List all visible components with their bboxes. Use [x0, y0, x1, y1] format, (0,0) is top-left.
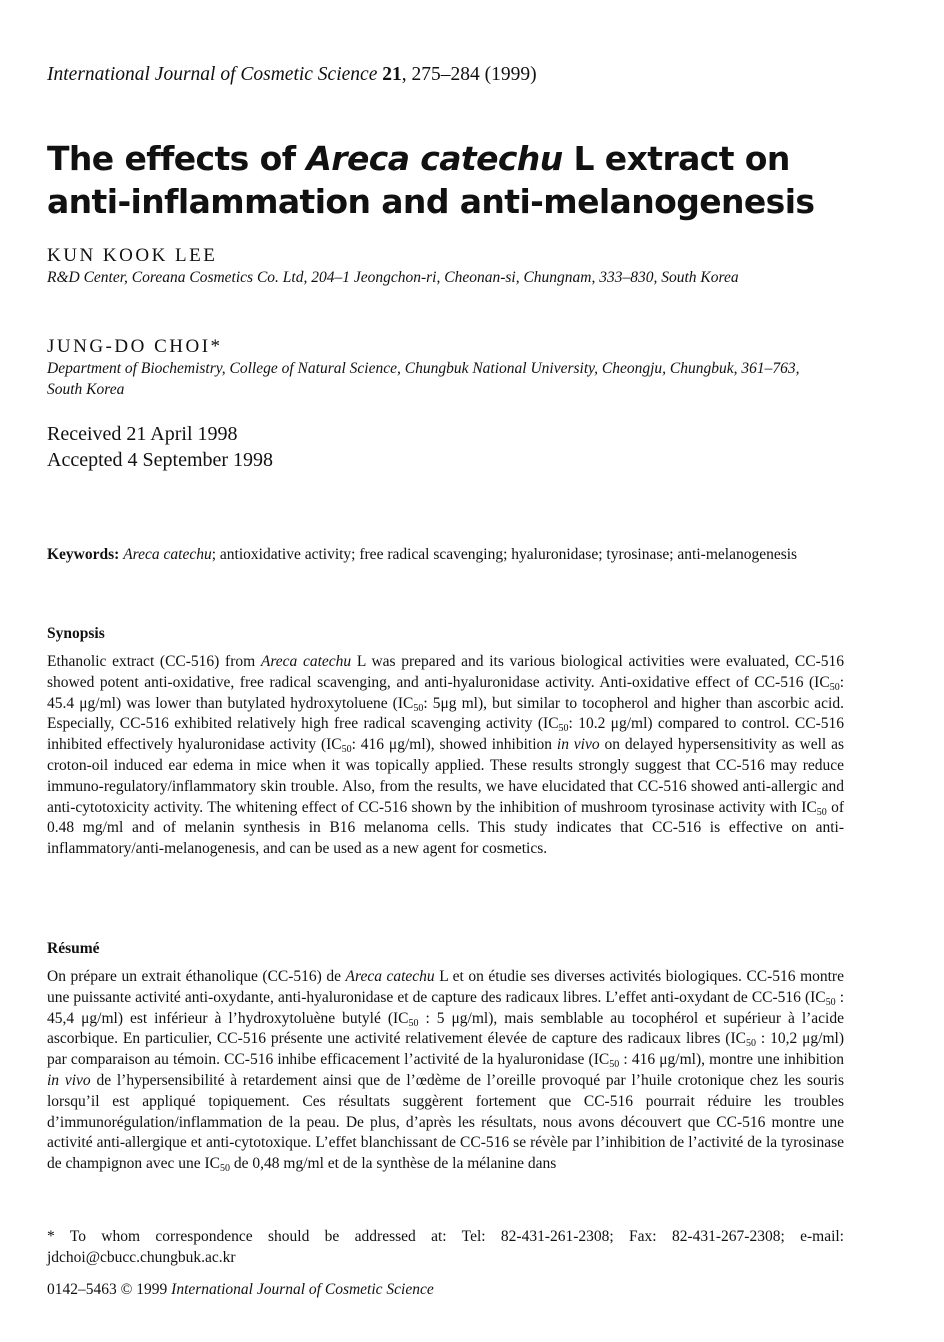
keywords-label: Keywords: [47, 546, 120, 563]
article-dates [47, 422, 273, 473]
author-affiliation: R&D Center, Coreana Cosmetics Co. Ltd, 204–1 Jeongchon-ri, Cheonan-si, Chungnam, 333–830, South Korea [47, 269, 739, 286]
resume-text: On prépare un extrait éthanolique (CC-516) de Areca catechu L et on étudie ses diverses activités biologiques. CC-516 montre une puissante activité anti-oxydante, anti-hyaluronidase et de capture des radicaux libres. L’effet anti-oxydant de CC-516 ($IC_{50}$ : 45,4 μg/ml) est inférieur à l’hydroxytoluène butylé ($IC_{50}$ : 5 μg/ml), mais semblable au tocophérol et supérieur à l’acide ascorbique. En particulier, CC-516 présente une activité relativement élevée de capture des radicaux libres ($IC_{50}$ : 10,2 μg/ml) par comparaison au témoin. CC-516 inhibe efficacement l’activité de la hyaluronidase ($IC_{50}$ : 416 μg/ml), montre une inhibition in vivo de l’hypersensibilité à retardement ainsi que de l’œdème de l’oreille provoqué par l’huile crotonique chez les souris lorsqu’il est appliqué topiquement. Ces résultats suggèrent fortement que CC-516 pourrait réduire les troubles d’immunorégulation/inflammation de la peau. De plus, d’après les résultats, nous avons découvert que CC-516 montre une activité anti-allergique et anti-cytotoxique. L’effet blanchissant de CC-516 se révèle par l’inhibition de l’activité de la tyrosinase de champignon avec une $IC_{50}$ de 0,48 mg/ml et de la synthèse de la mélanine dans [47, 968, 844, 1175]
title-species: Areca catechu [306, 139, 563, 178]
author-affiliation: Department of Biochemistry, College of Natural Science, Chungbuk National University, Cheongju, Chungbuk, 361–763, South Korea [47, 360, 800, 398]
synopsis-text: Ethanolic extract (CC-516) from Areca catechu L was prepared and its various biological activities were evaluated, CC-516 showed potent anti-oxidative, free radical scavenging, and anti-hyaluronidase activity. Anti-oxidative effect of CC-516 ($IC_{50}$: 45.4 μg/ml) was lower than butylated hydroxytoluene ($IC_{50}$: 5μg ml), but similar to tocopherol and higher than ascorbic acid. Especially, CC-516 exhibited relatively high free radical scavenging activity ($IC_{50}$: 10.2 μg/ml) compared to control. CC-516 inhibited effectively hyaluronidase activity ($IC_{50}$: 416 μg/ml), showed inhibition in vivo on delayed hypersensitivity as well as croton-oil induced ear edema in mice when it was topically applied. These results strongly suggest that CC-516 may reduce immuno-regulatory/inflammatory skin trouble. Also, from the results, we have elucidated that CC-516 showed anti-allergic and anti-cytotoxicity activity. The whitening effect of CC-516 shown by the inhibition of mushroom tyrosinase activity with $IC_{50}$ of 0.48 mg/ml and of melanin synthesis in B16 melanoma cells. This study indicates that CC-516 is effective on anti-inflammatory/anti-melanogenesis, and can be used as a new agent for cosmetics. [47, 653, 845, 858]
journal-pages-year: , 275–284 (1999) [401, 64, 537, 85]
journal-citation [47, 64, 537, 86]
correspondence-footnote: * To whom correspondence should be addressed at: Tel: 82-431-261-2308; Fax: 82-431-267-2308; e-mail: jdchoi@cbucc.chungbuk.ac.kr [47, 1228, 844, 1266]
issn: 0142–5463 [47, 1281, 117, 1298]
resume-heading: Résumé [47, 940, 100, 957]
copyright-symbol: © [120, 1281, 133, 1298]
copyright-line [47, 1281, 434, 1299]
journal-volume: 21 [382, 64, 402, 85]
author-name: KUN KOOK LEE [47, 245, 218, 266]
author-name: JUNG-DO CHOI* [47, 336, 223, 357]
received-date: Received 21 April 1998 [47, 423, 238, 445]
copyright-journal: International Journal of Cosmetic Science [171, 1281, 434, 1298]
copyright-year: 1999 [136, 1281, 168, 1298]
synopsis-heading: Synopsis [47, 625, 105, 642]
journal-name: International Journal of Cosmetic Science [47, 64, 378, 85]
article-title: The effects of Areca catechu L extract on anti-inflammation and anti-melanogenesis [47, 139, 815, 221]
accepted-date: Accepted 4 September 1998 [47, 448, 274, 471]
keywords: Keywords: Areca catechu; antioxidative activity; free radical scavenging; hyaluronidase; tyrosinase; anti-melanogenesis [47, 546, 798, 563]
